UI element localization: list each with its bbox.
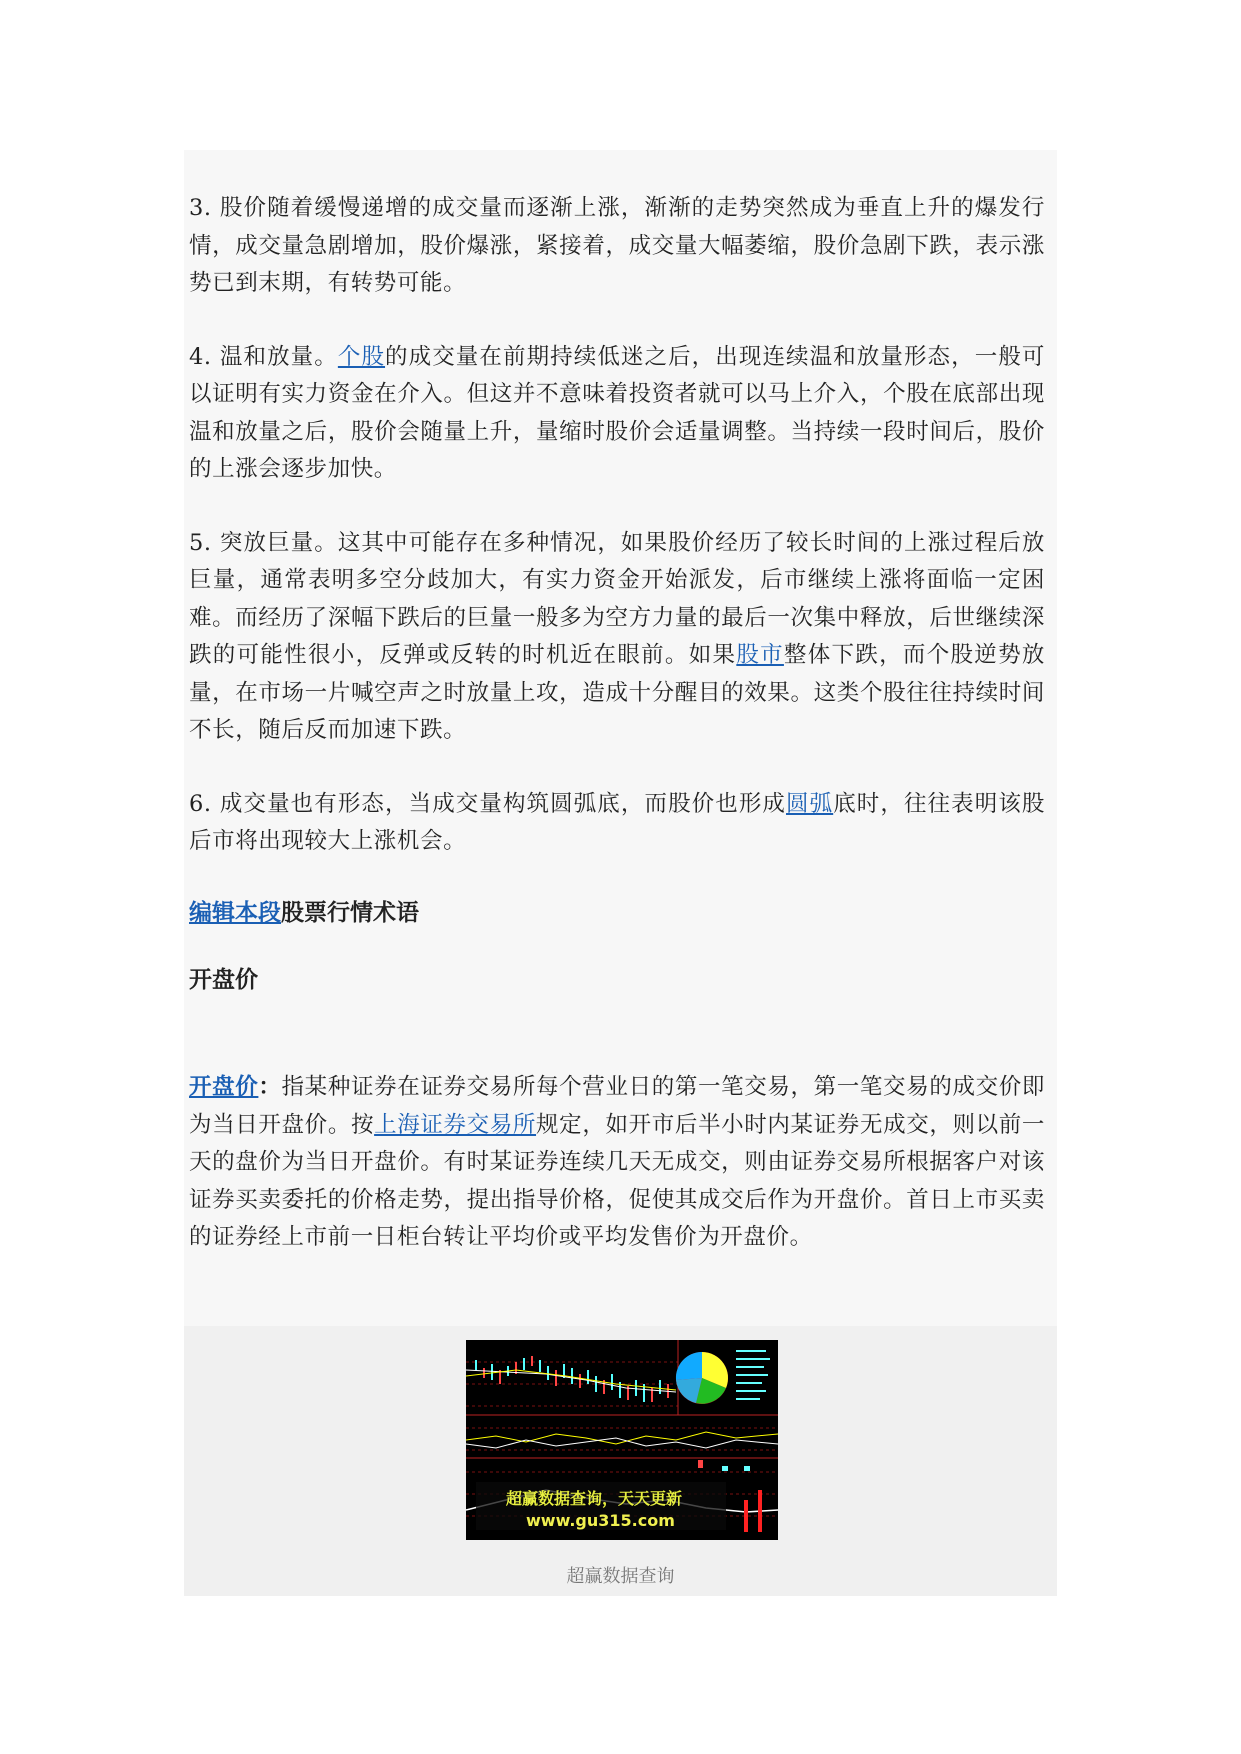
term-link-kaipanjia[interactable]: 开盘价: [189, 1074, 259, 1100]
paragraph-4: 4. 温和放量。个股的成交量在前期持续低迷之后，出现连续温和放量形态，一般可以证明有实力资金在介入。但这并不意味着投资者就可以马上介入，个股在底部出现温和放量之后，股价会随量上升，量缩时股价会适量调整。当持续一段时间后，股价的上涨会逐步加快。: [189, 343, 1046, 482]
subheading: 开盘价: [189, 967, 258, 993]
stock-chart-image: [466, 1340, 778, 1540]
paragraph-3: 3. 股价随着缓慢递增的成交量而逐渐上涨，渐渐的走势突然成为垂直上升的爆发行情，成交量急剧增加，股价爆涨，紧接着，成交量大幅萎缩，股价急剧下跌，表示涨势已到末期，有转势可能。: [189, 195, 1045, 296]
watermark-line2: www.gu315.com: [526, 1511, 675, 1530]
paragraph-7: 开盘价：指某种证券在证券交易所每个营业日的第一笔交易，第一笔交易的成交价即为当日开盘价。按上海证券交易所规定，如开市后半小时内某证券无成交，则以前一天的盘价为当日开盘价。有时某证券连续几天无成交，则由证券交易所根据客户对该证券买卖委托的价格走势，提出指导价格，促使其成交后作为开盘价。首日上市买卖的证券经上市前一日柜台转让平均价或平均发售价为开盘价。: [189, 1074, 1045, 1250]
paragraph-5: 5. 突放巨量。这其中可能存在多种情况，如果股价经历了较长时间的上涨过程后放巨量，通常表明多空分歧加大，有实力资金开始派发，后市继续上涨将面临一定困难。而经历了深幅下跌后的巨量一般多为空方力量的最后一次集中释放，后世继续深跌的可能性很小，反弹或反转的时机近在眼前。如果股市整体下跌，而个股逆势放量，在市场一片喊空声之时放量上攻，造成十分醒目的效果。这类个股往往持续时间不长，随后反而加速下跌。: [189, 529, 1045, 743]
figure-caption: 超赢数据查询: [566, 1566, 675, 1587]
section-title: 股票行情术语: [281, 900, 419, 926]
watermark-line1: 超赢数据查询，天天更新: [506, 1489, 683, 1508]
edit-section-link[interactable]: 编辑本段: [189, 900, 281, 926]
section-heading: [189, 898, 419, 928]
stock-chart-graphic: [466, 1340, 778, 1540]
link-gegu[interactable]: 个股: [337, 343, 386, 370]
link-yuanhu[interactable]: 圆弧: [786, 790, 834, 817]
article-body: [189, 190, 1045, 897]
link-shanghai-exchange[interactable]: 上海证券交易所: [374, 1111, 537, 1138]
paragraph-6: 6. 成交量也有形态，当成交量构筑圆弧底，而股价也形成圆弧底时，往往表明该股后市将出现较大上涨机会。: [189, 790, 1046, 854]
link-gushi[interactable]: 股市: [736, 642, 784, 668]
